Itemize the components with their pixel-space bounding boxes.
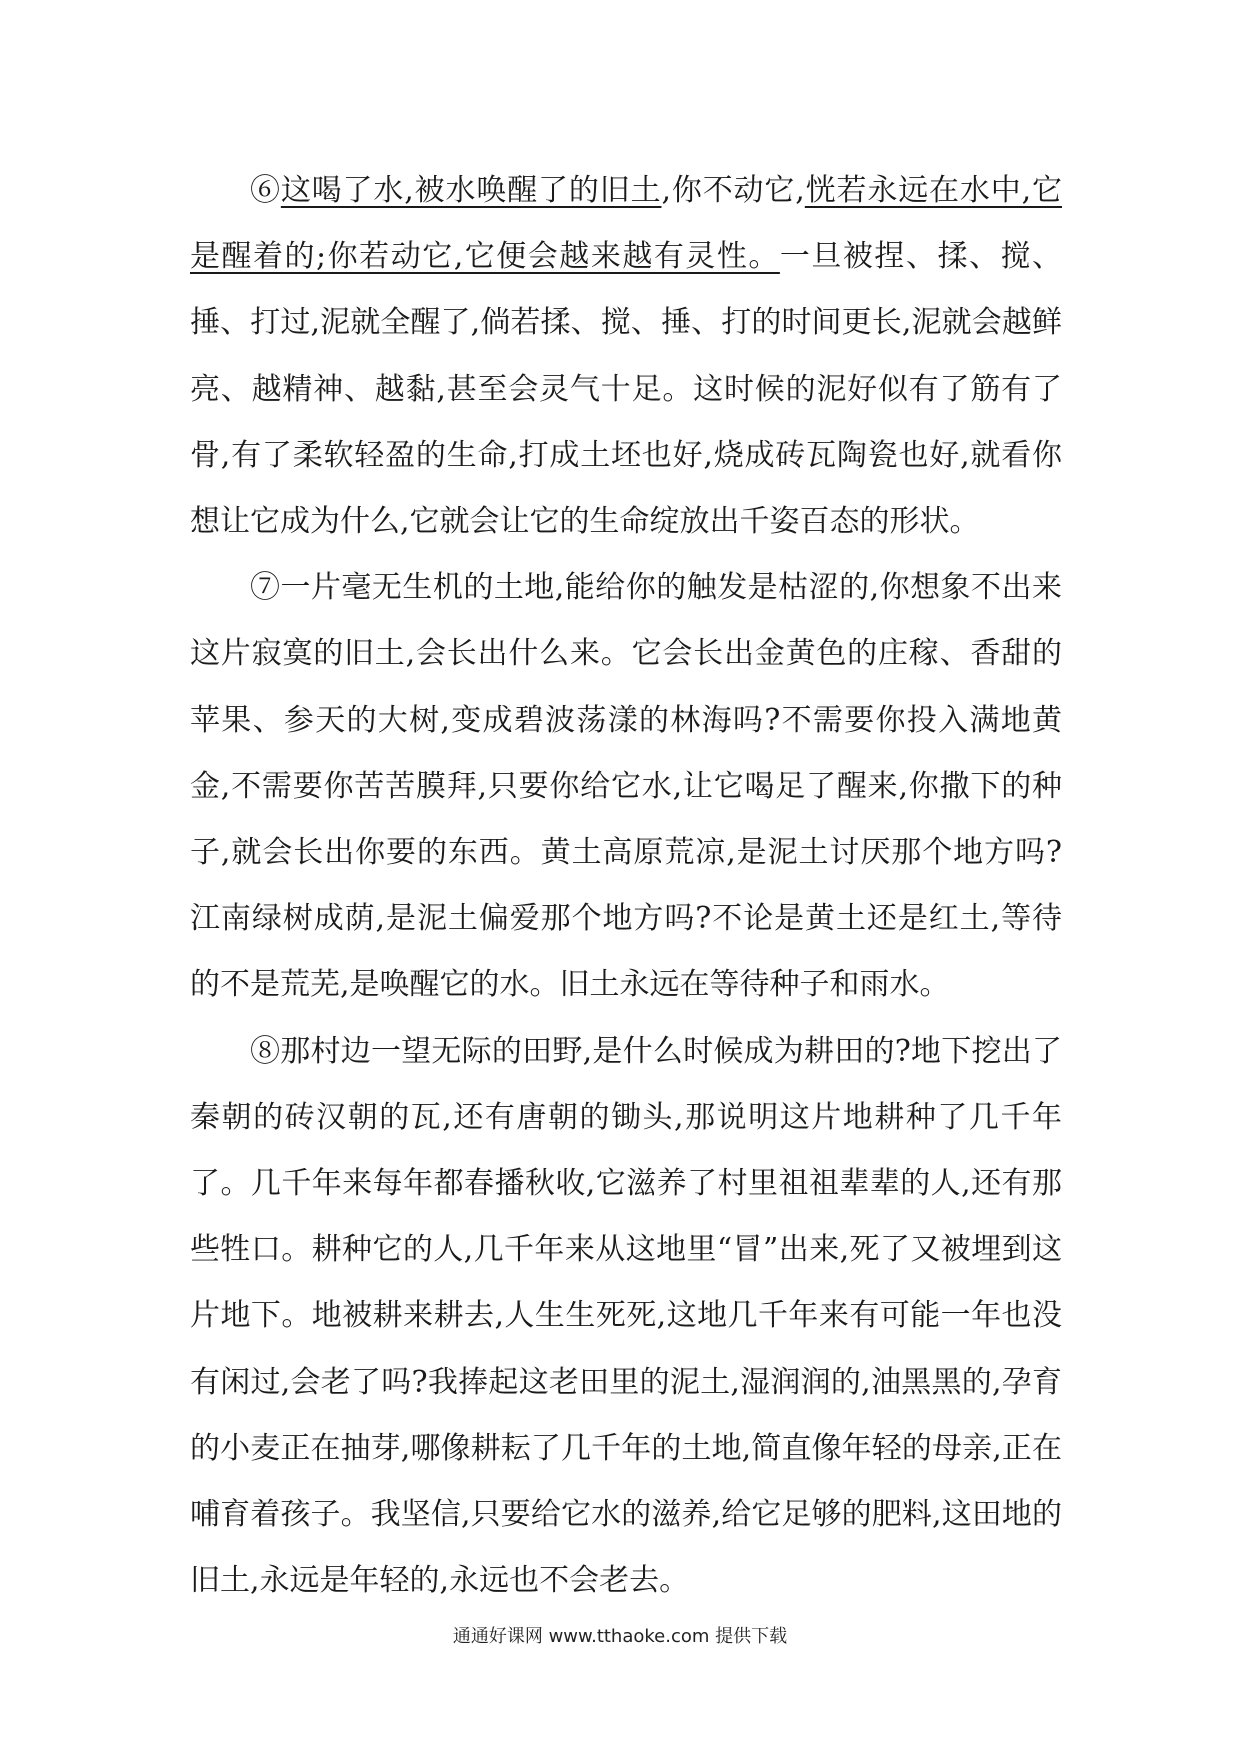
paragraph-8 <box>190 1019 1062 1615</box>
paragraph-6-number: ⑥ <box>250 173 281 208</box>
paragraph-7-text: ⑦一片毫无生机的土地,能给你的触发是枯涩的,你想象不出来这片寂寞的旧土,会长出什么来。它会长出金黄色的庄稼、香甜的苹果、参天的大树,变成碧波荡漾的林海吗?不需要你投入满地黄金,不需要你苦苦膜拜,只要你给它水,让它喝足了醒来,你撒下的种子,就会长出你要的东西。黄土高原荒凉,是泥土讨厌那个地方吗?江南绿树成荫,是泥土偏爱那个地方吗?不论是黄土还是红土,等待的不是荒芜,是唤醒它的水。旧土永远在等待种子和雨水。 <box>190 570 1062 1003</box>
underlined-phrase-2: 恍若永远在水中,它是醒着的;你若动它,它便会越来越有灵性。 <box>190 173 1062 275</box>
paragraph-8-text: ⑧那村边一望无际的田野,是什么时候成为耕田的?地下挖出了秦朝的砖汉朝的瓦,还有唐朝的锄头,那说明这片地耕种了几千年了。几千年来每年都春播秋收,它滋养了村里祖祖辈辈的人,还有那些牲口。耕种它的人,几千年来从这地里“冒”出来,死了又被埋到这片地下。地被耕来耕去,人生生死死,这地几千年来有可能一年也没有闲过,会老了吗?我捧起这老田里的泥土,湿润润的,油黑黑的,孕育的小麦正在抽芽,哪像耕耘了几千年的土地,简直像年轻的母亲,正在哺育着孩子。我坚信,只要给它水的滋养,给它足够的肥料,这田地的旧土,永远是年轻的,永远也不会老去。 <box>190 1033 1062 1599</box>
paragraph-6-text-b: 一旦被捏、揉、搅、捶、打过,泥就全醒了,倘若揉、搅、捶、打的时间更长,泥就会越鲜亮、越精神、越黏,甚至会灵气十足。这时候的泥好似有了筋有了骨,有了柔软轻盈的生命,打成土坯也好,烧成砖瓦陶瓷也好,就看你想让它成为什么,它就会让它的生命绽放出千姿百态的形状。 <box>190 239 1062 540</box>
underlined-phrase-1: 这喝了水,被水唤醒了的旧土 <box>280 173 662 208</box>
page-footer: 通通好课网 www.tthaoke.com 提供下载 <box>452 1626 788 1647</box>
paragraph-6 <box>190 158 1062 555</box>
article-body <box>190 158 1062 1614</box>
paragraph-6-text-a: ,你不动它, <box>661 173 805 208</box>
paragraph-7 <box>190 555 1062 1018</box>
